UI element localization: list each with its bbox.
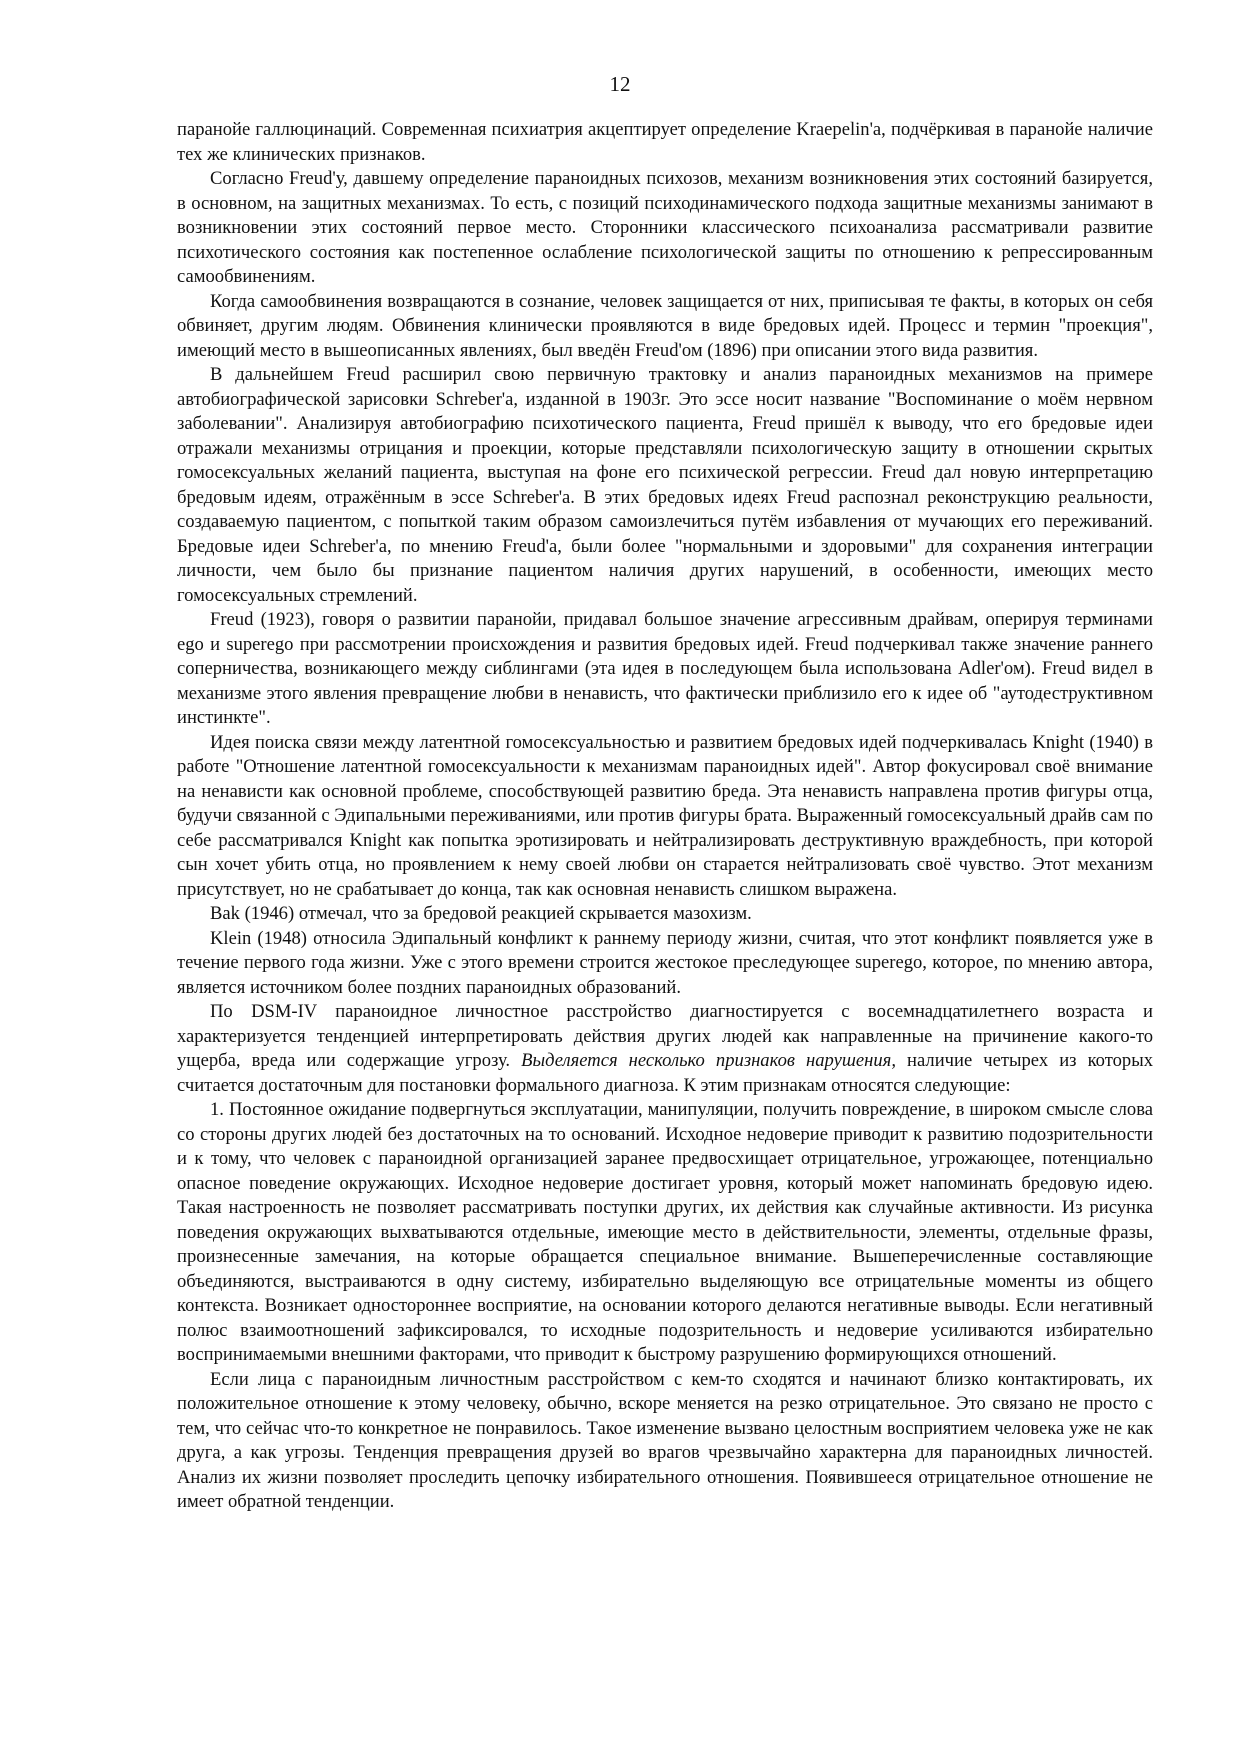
- paragraph-3: Когда самообвинения возвращаются в сознание, человек защищается от них, приписывая те факты, в которых он себя обвиняет, другим людям. Обвинения клинически проявляются в виде бредовых идей. Процесс и термин "проекция", имеющий место в вышеописанных явлениях, был введён Freud'ом (1896) при описании этого вида развития.: [177, 290, 1153, 361]
- paragraph-9-text-after: наличие четырех из которых считается достаточным для постановки формального диагноза. К этим признакам относятся следующие:: [177, 1050, 1153, 1096]
- paragraph-9-emphasis: Выделяется несколько признаков нарушения,: [521, 1050, 896, 1071]
- paragraph-7: Bak (1946) отмечал, что за бредовой реакцией скрывается мазохизм.: [210, 903, 752, 924]
- paragraph-5: Freud (1923), говоря о развитии паранойи, придавал большое значение агрессивным драйвам, оперируя терминами ego и superego при рассмотрении происхождения и развития бредовых идей. Freud подчеркивал также значение раннего соперничества, возникающего между сиблингами (эта идея в последующем была использована Adler'ом). Freud видел в механизме этого явления превращение любви в ненависть, что фактически приблизило его к идее об "аутодеструктивном инстинкте".: [177, 609, 1153, 728]
- paragraph-6: Идея поиска связи между латентной гомосексуальностью и развитием бредовых идей подчеркивалась Knight (1940) в работе "Отношение латентной гомосексуальности к механизмам параноидных идей". Автор фокусировал своё внимание на ненависти как основной проблеме, способствующей развитию бреда. Эта ненависть направлена против фигуры отца, будучи связанной с Эдипальными переживаниями, или против фигуры брата. Выраженный гомосексуальный драйв сам по себе рассматривался Knight как попытка эротизировать и нейтрализировать деструктивную враждебность, при которой сын хочет убить отца, но проявлением к нему своей любви он старается нейтрализовать своё чувство. Этот механизм присутствует, но не срабатывает до конца, так как основная ненависть слишком выражена.: [177, 731, 1153, 900]
- paragraph-11: Если лица с параноидным личностным расстройством с кем-то сходятся и начинают близко контактировать, их положительное отношение к этому человеку, обычно, вскоре меняется на резко отрицательное. Это связано не просто с тем, что сейчас что-то конкретное не понравилось. Такое изменение вызвано целостным восприятием человека уже не как друга, а как угрозы. Тенденция превращения друзей во врагов чрезвычайно характерна для параноидных личностей. Анализ их жизни позволяет проследить цепочку избирательного отношения. Появившееся отрицательное отношение не имеет обратной тенденции.: [177, 1368, 1153, 1512]
- paragraph-10: 1. Постоянное ожидание подвергнуться эксплуатации, манипуляции, получить повреждение, в широком смысле слова со стороны других людей без достаточных на то оснований. Исходное недоверие приводит к развитию подозрительности и к тому, что человек с параноидной организацией заранее предвосхищает отрицательное, угрожающее, потенциально опасное поведение окружающих. Исходное недоверие достигает уровня, который может напоминать бредовую идею. Такая настроенность не позволяет рассматривать поступки других, их действия как случайные активности. Из рисунка поведения окружающих выхватываются отдельные, имеющие место в действительности, элементы, отдельные фразы, произнесенные замечания, на которые обращается специальное внимание. Вышеперечисленные составляющие объединяются, выстраиваются в одну систему, избирательно выделяющую все отрицательные моменты из общего контекста. Возникает одностороннее восприятие, на основании которого делаются негативные выводы. Если негативный полюс взаимоотношений зафиксировался, то исходные подозрительность и недоверие усиливаются избирательно воспринимаемыми внешними факторами, что приводит к быстрому разрушению формирующихся отношений.: [177, 1099, 1153, 1365]
- paragraph-9-text-before: По DSM-IV параноидное личностное расстройство диагностируется с восемнадцатилетнего возраста и характеризуется тенденцией интерпретировать действия других людей как направленные на причинение какого-то ущерба, вреда или содержащие угрозу.: [177, 1001, 1153, 1071]
- page-number: 12: [609, 72, 631, 96]
- paragraph-8: Klein (1948) относила Эдипальный конфликт к раннему периоду жизни, считая, что этот конфликт появляется уже в течение первого года жизни. Уже с этого времени строится жестокое преследующее superego, которое, по мнению автора, является источником более поздних параноидных образований.: [177, 927, 1153, 998]
- paragraph-1: паранойе галлюцинаций. Современная психиатрия акцептирует определение Kraepelin'а, подчёркивая в паранойе наличие тех же клинических признаков.: [177, 119, 1153, 165]
- paragraph-9: [177, 1000, 1153, 1098]
- document-body: [177, 118, 1153, 1515]
- paragraph-2: Согласно Freud'у, давшему определение параноидных психозов, механизм возникновения этих состояний базируется, в основном, на защитных механизмах. То есть, с позиций психодинамического подхода защитные механизмы занимают в возникновении этих состояний первое место. Сторонники классического психоанализа рассматривали развитие психотического состояния как постепенное ослабление психологической защиты по отношению к репрессированным самообвинениям.: [177, 168, 1153, 287]
- paragraph-4: В дальнейшем Freud расширил свою первичную трактовку и анализ параноидных механизмов на примере автобиографической зарисовки Schreber'а, изданной в 1903г. Это эссе носит название "Воспоминание о моём нервном заболевании". Анализируя автобиографию психотического пациента, Freud пришёл к выводу, что его бредовые идеи отражали механизмы отрицания и проекции, которые представляли психологическую защиту в отношении скрытых гомосексуальных желаний пациента, выступая на фоне его психической регрессии. Freud дал новую интерпретацию бредовым идеям, отражённым в эссе Schreber'а. В этих бредовых идеях Freud распознал реконструкцию реальности, создаваемую пациентом, с попыткой таким образом самоизлечиться путём избавления от мучающих его переживаний. Бредовые идеи Schreber'а, по мнению Freud'а, были более "нормальными и здоровыми" для сохранения интеграции личности, чем было бы признание пациентом наличия других нарушений, в особенности, имеющих место гомосексуальных стремлений.: [177, 364, 1153, 606]
